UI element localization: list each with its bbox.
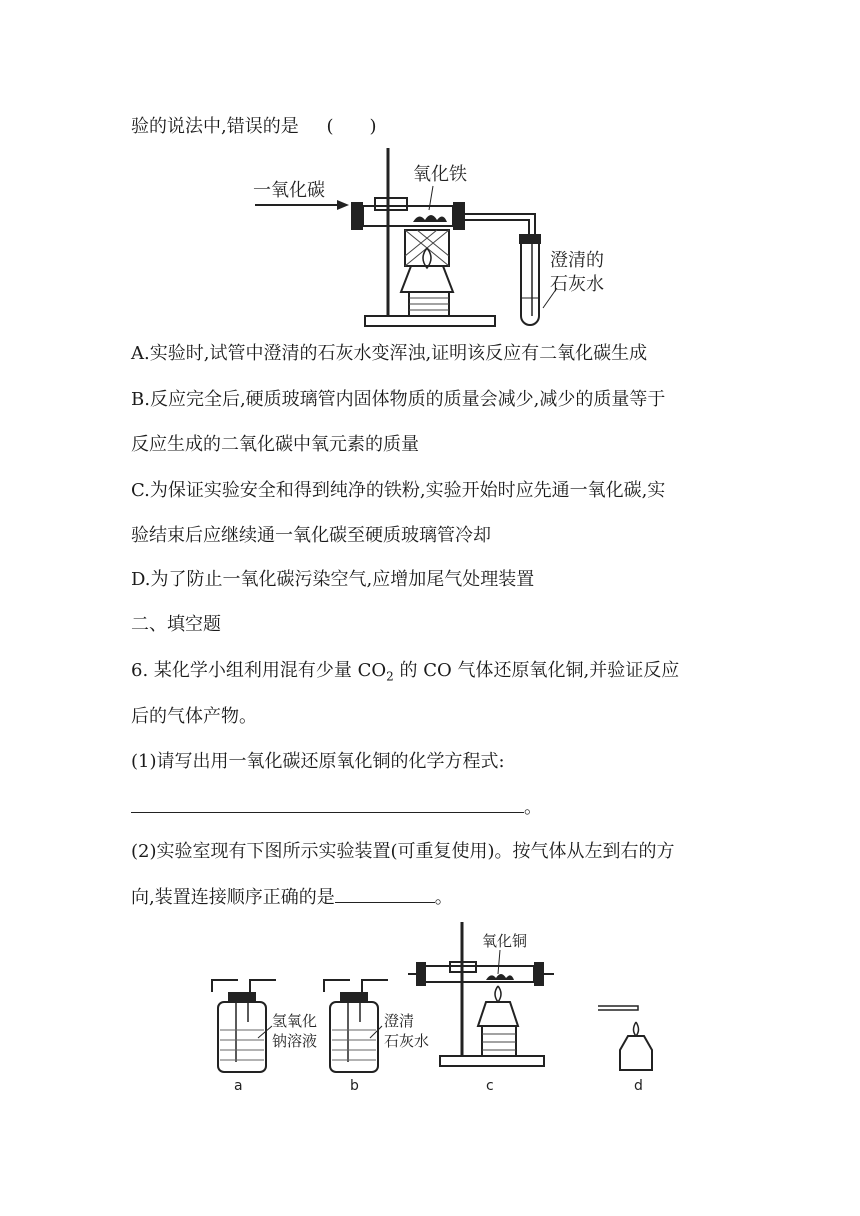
equation-answer-blank[interactable]	[131, 794, 524, 813]
apparatus-b-wash-bottle	[324, 980, 429, 1094]
q5-stem-line	[131, 115, 377, 139]
option-c-line-2: 验结束后应继续通一氧化碳至硬质玻璃管冷却	[131, 525, 491, 546]
q6-stem-subscript: 2	[386, 669, 394, 684]
caption-d: d	[634, 1078, 643, 1094]
q5-answer-paren: ( )	[326, 116, 377, 137]
caption-c: c	[486, 1078, 494, 1094]
apparatus-d-alcohol-lamp	[598, 1006, 652, 1094]
figure-apparatus-abcd	[200, 918, 670, 1098]
label-limewater-b-1: 澄清	[384, 1012, 415, 1030]
label-co: 一氧化碳	[253, 180, 325, 201]
label-limewater-1: 澄清的	[550, 250, 604, 271]
section-title: 二、填空题	[131, 614, 221, 635]
caption-b: b	[350, 1078, 359, 1094]
q6-part2-line-2	[131, 884, 453, 910]
q5-stem-text: 验的说法中,错误的是	[131, 116, 299, 137]
apparatus-a-wash-bottle	[212, 980, 317, 1094]
order-answer-blank[interactable]	[335, 884, 435, 903]
q6-part1-period: 。	[524, 797, 542, 818]
option-d: D.为了防止一氧化碳污染空气,应增加尾气处理装置	[131, 569, 535, 590]
q6-stem-line-2: 后的气体产物。	[131, 706, 257, 727]
q6-part1-answer-line	[131, 794, 542, 820]
option-b-line-1: B.反应完全后,硬质玻璃管内固体物质的质量会减少,减少的质量等于	[131, 389, 666, 410]
option-a: A.实验时,试管中澄清的石灰水变浑浊,证明该反应有二氧化碳生成	[131, 343, 648, 364]
label-copper-oxide: 氧化铜	[482, 932, 528, 950]
label-limewater-b-2: 石灰水	[384, 1032, 430, 1050]
q6-stem-pre: 6. 某化学小组利用混有少量 CO	[131, 660, 387, 681]
q6-stem-post: 的 CO 气体还原氧化铜,并验证反应	[393, 660, 680, 681]
label-iron-oxide: 氧化铁	[413, 164, 467, 185]
label-naoh-2: 钠溶液	[272, 1032, 318, 1050]
apparatus-c-heated-tube	[408, 922, 554, 1094]
option-c-line-1: C.为保证实验安全和得到纯净的铁粉,实验开始时应先通一氧化碳,实	[131, 480, 666, 501]
option-b-line-2: 反应生成的二氧化碳中氧元素的质量	[131, 434, 419, 455]
q6-part1: (1)请写出用一氧化碳还原氧化铜的化学方程式:	[131, 751, 505, 772]
label-naoh-1: 氢氧化	[272, 1012, 318, 1030]
q6-stem-line-1	[131, 659, 679, 689]
label-limewater-2: 石灰水	[550, 274, 604, 295]
q6-part2-text: 向,装置连接顺序正确的是	[131, 887, 335, 908]
q6-part2-line-1: (2)实验室现有下图所示实验装置(可重复使用)。按气体从左到右的方	[131, 841, 675, 862]
figure-co-reduction-apparatus	[245, 148, 645, 333]
q6-part2-period: 。	[434, 887, 453, 908]
caption-a: a	[234, 1078, 243, 1094]
